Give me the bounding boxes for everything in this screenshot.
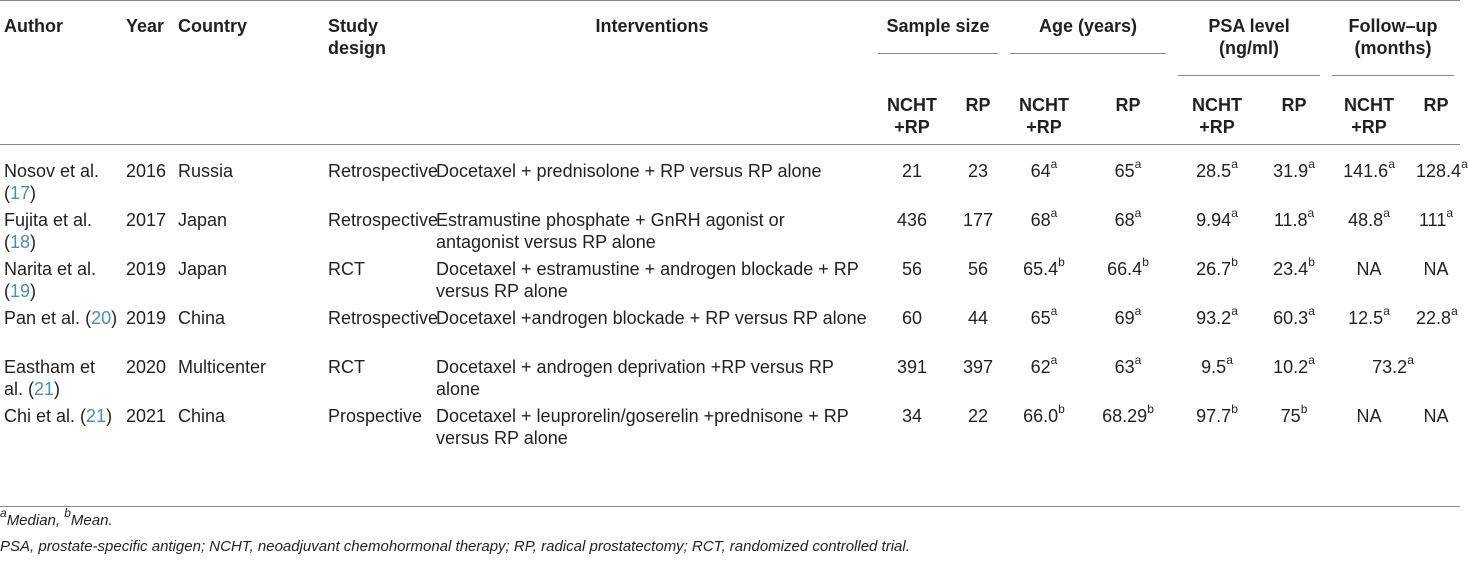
cell-design: Retrospective xyxy=(272,145,432,205)
cell-psa-rp-value: 60.3 xyxy=(1273,308,1309,328)
cell-psa-nchtrp-value: 28.5 xyxy=(1196,161,1232,181)
cell-age-rp-sup: b xyxy=(1147,402,1154,416)
cell-fu-rp xyxy=(1412,302,1460,351)
sub-sample-nchtrp: NCHT +RP xyxy=(887,95,937,137)
cell-age-rp-value: 69 xyxy=(1114,308,1135,328)
cell-country: Russia xyxy=(174,145,272,205)
cell-fu-nchtrp-value: NA xyxy=(1356,406,1382,426)
cell-fu-nchtrp-value: 141.6 xyxy=(1343,161,1389,181)
cell-psa-rp-value: 23.4 xyxy=(1273,259,1309,279)
cell-psa-nchtrp-sup: b xyxy=(1231,402,1238,416)
cell-fu-rp-sup: a xyxy=(1451,304,1458,318)
cell-age-rp-sup: a xyxy=(1134,304,1142,318)
reference-link[interactable]: 17 xyxy=(10,183,31,203)
cell-year: 2021 xyxy=(126,406,167,426)
cell-design: RCT xyxy=(328,259,365,279)
cell-age-rp-value: 68.29 xyxy=(1102,406,1148,426)
sub-psa-nchtrp: NCHT +RP xyxy=(1192,95,1243,137)
cell-fu-nchtrp-sup: a xyxy=(1383,206,1390,220)
cell-psa-nchtrp-value: 93.2 xyxy=(1196,308,1232,328)
cell-age-nchtrp-sup: b xyxy=(1058,402,1065,416)
cell-psa-rp xyxy=(1262,302,1326,351)
cell-psa-rp-sup: a xyxy=(1308,353,1315,367)
cell-age-rp-value: 68 xyxy=(1114,210,1135,230)
cell-design: Prospective xyxy=(328,406,423,426)
footnote-abbrev-sup: $^a$Median, $^b$Mean. xyxy=(0,506,113,529)
table-body xyxy=(0,145,1468,450)
cell-age-rp-sup: b xyxy=(1142,255,1149,269)
cell-country: Japan xyxy=(178,259,228,279)
reference-link[interactable]: 18 xyxy=(10,232,31,252)
cell-sample-rp: 177 xyxy=(962,210,994,230)
cell-fu-rp-value: NA xyxy=(1423,406,1449,426)
cell-age-nchtrp xyxy=(1004,351,1084,400)
cell-age-rp-value: 63 xyxy=(1114,357,1135,377)
author-name: Chi et al. xyxy=(4,406,76,426)
cell-age-nchtrp-sup: a xyxy=(1050,157,1058,171)
cell-age-rp xyxy=(1084,204,1172,253)
cell-fu-rp-value: 22.8 xyxy=(1416,308,1452,328)
sub-sample-rp: RP xyxy=(965,95,991,115)
table-row xyxy=(0,302,1460,351)
cell-psa-rp xyxy=(1262,204,1326,253)
cell-sample-nchtrp: 21 xyxy=(872,145,952,205)
cell-psa-nchtrp xyxy=(1172,351,1262,400)
cell-psa-nchtrp-sup: a xyxy=(1231,304,1238,318)
col-sample-size-label: Sample size xyxy=(878,15,998,54)
cell-followup-merged-sup: a xyxy=(1407,353,1414,367)
cell-age-nchtrp-value: 65.4 xyxy=(1023,259,1059,279)
col-psa-label: PSA level (ng/ml) xyxy=(1178,15,1320,76)
cell-age-nchtrp xyxy=(1004,145,1084,205)
cell-age-nchtrp-value: 62 xyxy=(1030,357,1051,377)
cell-fu-nchtrp xyxy=(1326,253,1412,302)
author-name: Fujita et al. xyxy=(4,210,93,230)
cell-country: China xyxy=(178,308,226,328)
col-country: Country xyxy=(178,16,247,36)
cell-psa-nchtrp xyxy=(1172,145,1262,205)
col-age-label: Age (years) xyxy=(1010,15,1166,54)
cell-age-rp-sup: a xyxy=(1134,157,1142,171)
cell-fu-rp-sup: a xyxy=(1461,157,1468,171)
cell-fu-nchtrp-value: NA xyxy=(1356,259,1382,279)
col-design xyxy=(272,1,432,145)
reference-link[interactable]: 21 xyxy=(86,406,107,426)
cell-fu-nchtrp xyxy=(1326,204,1412,253)
cell-interventions: Docetaxel + estramustine + androgen blockade + RP versus RP alone xyxy=(436,259,859,301)
cell-age-nchtrp xyxy=(1004,400,1084,449)
cell-sample-nchtrp: 34 xyxy=(901,406,923,426)
author-name: Eastham et al. xyxy=(4,357,96,399)
sub-fu-rp: RP xyxy=(1423,95,1449,115)
cell-age-nchtrp-sup: b xyxy=(1058,255,1065,269)
cell-interventions: Docetaxel +androgen blockade + RP versus RP alone xyxy=(436,308,867,328)
table-row xyxy=(0,204,1460,253)
cell-year: 2019 xyxy=(126,259,167,279)
cell-author: Eastham et al. (21) xyxy=(4,357,96,399)
col-year: Year xyxy=(126,16,165,36)
footnote-abbreviations: PSA, prostate-specific antigen; NCHT, neoadjuvant chemohormonal therapy; RP, radical prostatectomy; RCT, randomized controlled trial. xyxy=(0,538,910,555)
cell-design: Retrospective xyxy=(328,308,439,328)
cell-psa-rp xyxy=(1262,351,1326,400)
cell-age-nchtrp-value: 68 xyxy=(1030,210,1051,230)
cell-age-nchtrp xyxy=(1004,253,1084,302)
cell-age-rp xyxy=(1084,253,1172,302)
table-row xyxy=(0,145,1460,205)
table-bottom-rule xyxy=(0,506,1460,507)
table-row xyxy=(0,400,1460,449)
cell-year: 2017 xyxy=(126,210,167,230)
cell-age-nchtrp-value: 64 xyxy=(1030,161,1051,181)
cell-age-rp-sup: a xyxy=(1134,353,1142,367)
cell-fu-nchtrp-value: 12.5 xyxy=(1348,308,1384,328)
cell-design: RCT xyxy=(328,357,365,377)
cell-author: Narita et al. (19) xyxy=(4,259,97,301)
cell-fu-nchtrp xyxy=(1326,145,1412,205)
reference-link[interactable]: 19 xyxy=(10,281,31,301)
sub-age-rp: RP xyxy=(1115,95,1141,115)
author-name: Narita et al. xyxy=(4,259,97,279)
author-name: Pan et al. xyxy=(4,308,81,328)
cell-psa-rp xyxy=(1262,400,1326,449)
cell-psa-nchtrp-value: 9.94 xyxy=(1196,210,1232,230)
cell-age-nchtrp xyxy=(1004,204,1084,253)
cell-age-nchtrp-value: 65 xyxy=(1030,308,1051,328)
cell-interventions: Docetaxel + prednisolone + RP versus RP alone xyxy=(432,145,872,205)
cell-psa-nchtrp-sup: b xyxy=(1231,255,1238,269)
col-author: Author xyxy=(4,16,63,36)
cell-fu-nchtrp xyxy=(1326,302,1412,351)
cell-sample-nchtrp: 56 xyxy=(901,259,923,279)
cell-fu-rp xyxy=(1412,204,1460,253)
cell-author: Nosov et al. (17) xyxy=(0,145,122,205)
cell-year: 2016 xyxy=(122,145,174,205)
cell-psa-nchtrp xyxy=(1172,400,1262,449)
cell-psa-rp-value: 11.8 xyxy=(1273,210,1308,230)
cell-author: Chi et al. (21) xyxy=(4,406,113,426)
table-row xyxy=(0,253,1460,302)
cell-country: Japan xyxy=(178,210,228,230)
cell-sample-rp: 23 xyxy=(952,145,1004,205)
cell-country: China xyxy=(178,406,226,426)
cell-age-rp-value: 66.4 xyxy=(1107,259,1143,279)
cell-country: Multicenter xyxy=(178,357,267,377)
cell-fu-rp xyxy=(1412,145,1468,205)
cell-year: 2020 xyxy=(126,357,167,377)
cell-age-nchtrp-sup: a xyxy=(1050,353,1058,367)
sub-fu-nchtrp: NCHT +RP xyxy=(1344,95,1395,137)
cell-year: 2019 xyxy=(126,308,167,328)
sub-psa-rp: RP xyxy=(1281,95,1307,115)
cell-interventions: Estramustine phosphate + GnRH agonist or antagonist versus RP alone xyxy=(436,210,785,252)
col-age xyxy=(1004,1,1172,87)
cell-sample-nchtrp: 391 xyxy=(896,357,928,377)
col-sample-size xyxy=(872,1,1004,87)
cell-fu-nchtrp-sup: a xyxy=(1388,157,1395,171)
author-name: Nosov et al. xyxy=(4,161,100,181)
sub-age-nchtrp: NCHT +RP xyxy=(1019,95,1069,137)
cell-fu-rp-value: 128.4 xyxy=(1416,161,1462,181)
cell-fu-nchtrp-sup: a xyxy=(1383,304,1390,318)
cell-psa-rp-sup: a xyxy=(1307,206,1315,220)
cell-design: Retrospective xyxy=(328,210,439,230)
col-followup-label: Follow–up (months) xyxy=(1332,15,1454,76)
cell-fu-rp xyxy=(1412,253,1460,302)
cell-fu-nchtrp xyxy=(1326,400,1412,449)
cell-psa-nchtrp-sup: a xyxy=(1226,353,1233,367)
cell-psa-rp-sup: a xyxy=(1308,304,1315,318)
cell-fu-rp-value: 111 xyxy=(1418,210,1447,230)
cell-sample-rp: 44 xyxy=(967,308,989,328)
table-row xyxy=(0,351,1460,400)
cell-age-rp xyxy=(1084,400,1172,449)
cell-sample-rp: 22 xyxy=(967,406,989,426)
cell-age-nchtrp-sup: a xyxy=(1050,206,1058,220)
cell-fu-rp-value: NA xyxy=(1423,259,1449,279)
cell-psa-rp-value: 10.2 xyxy=(1273,357,1309,377)
col-interventions: Interventions xyxy=(595,16,709,36)
cell-psa-rp-value: 31.9 xyxy=(1273,161,1309,181)
cell-author: Fujita et al. (18) xyxy=(4,210,93,252)
cell-fu-rp-sup: a xyxy=(1446,206,1454,220)
col-design-label: Study design xyxy=(328,16,387,58)
cell-sample-rp: 397 xyxy=(962,357,994,377)
cell-sample-rp: 56 xyxy=(967,259,989,279)
cell-sample-nchtrp: 436 xyxy=(896,210,928,230)
header-row xyxy=(0,1,1460,87)
cell-age-rp-value: 65 xyxy=(1114,161,1135,181)
cell-followup-merged-value: 73.2 xyxy=(1372,357,1408,377)
cell-age-rp xyxy=(1084,302,1172,351)
cell-psa-nchtrp xyxy=(1172,253,1262,302)
cell-fu-rp xyxy=(1412,400,1460,449)
cell-psa-rp-sup: b xyxy=(1308,255,1315,269)
cell-age-nchtrp-value: 66.0 xyxy=(1023,406,1059,426)
cell-psa-rp-sup: a xyxy=(1308,157,1315,171)
cell-author: Pan et al. (20) xyxy=(4,308,118,328)
cell-interventions: Docetaxel + leuprorelin/goserelin +prednisone + RP versus RP alone xyxy=(436,406,849,448)
cell-psa-rp-value: 75 xyxy=(1280,406,1301,426)
cell-psa-nchtrp xyxy=(1172,204,1262,253)
reference-link[interactable]: 20 xyxy=(91,308,112,328)
col-psa xyxy=(1172,1,1326,87)
cell-psa-nchtrp xyxy=(1172,302,1262,351)
cell-psa-rp-sup: b xyxy=(1300,402,1308,416)
cell-age-rp xyxy=(1084,351,1172,400)
cell-psa-nchtrp-value: 26.7 xyxy=(1196,259,1232,279)
cell-age-rp xyxy=(1084,145,1172,205)
cell-psa-rp xyxy=(1262,253,1326,302)
col-followup xyxy=(1326,1,1460,87)
cell-interventions: Docetaxel + androgen deprivation +RP versus RP alone xyxy=(436,357,834,399)
reference-link[interactable]: 21 xyxy=(34,379,55,399)
cell-psa-nchtrp-sup: a xyxy=(1231,206,1238,220)
cell-age-nchtrp xyxy=(1004,302,1084,351)
cell-age-nchtrp-sup: a xyxy=(1050,304,1058,318)
cell-psa-nchtrp-value: 97.7 xyxy=(1196,406,1232,426)
cell-age-rp-sup: a xyxy=(1134,206,1142,220)
cell-psa-rp xyxy=(1262,145,1326,205)
cell-sample-nchtrp: 60 xyxy=(901,308,923,328)
cell-psa-nchtrp-sup: a xyxy=(1231,157,1238,171)
cell-followup-merged xyxy=(1326,351,1460,400)
cell-fu-nchtrp-value: 48.8 xyxy=(1348,210,1384,230)
cell-psa-nchtrp-value: 9.5 xyxy=(1201,357,1227,377)
